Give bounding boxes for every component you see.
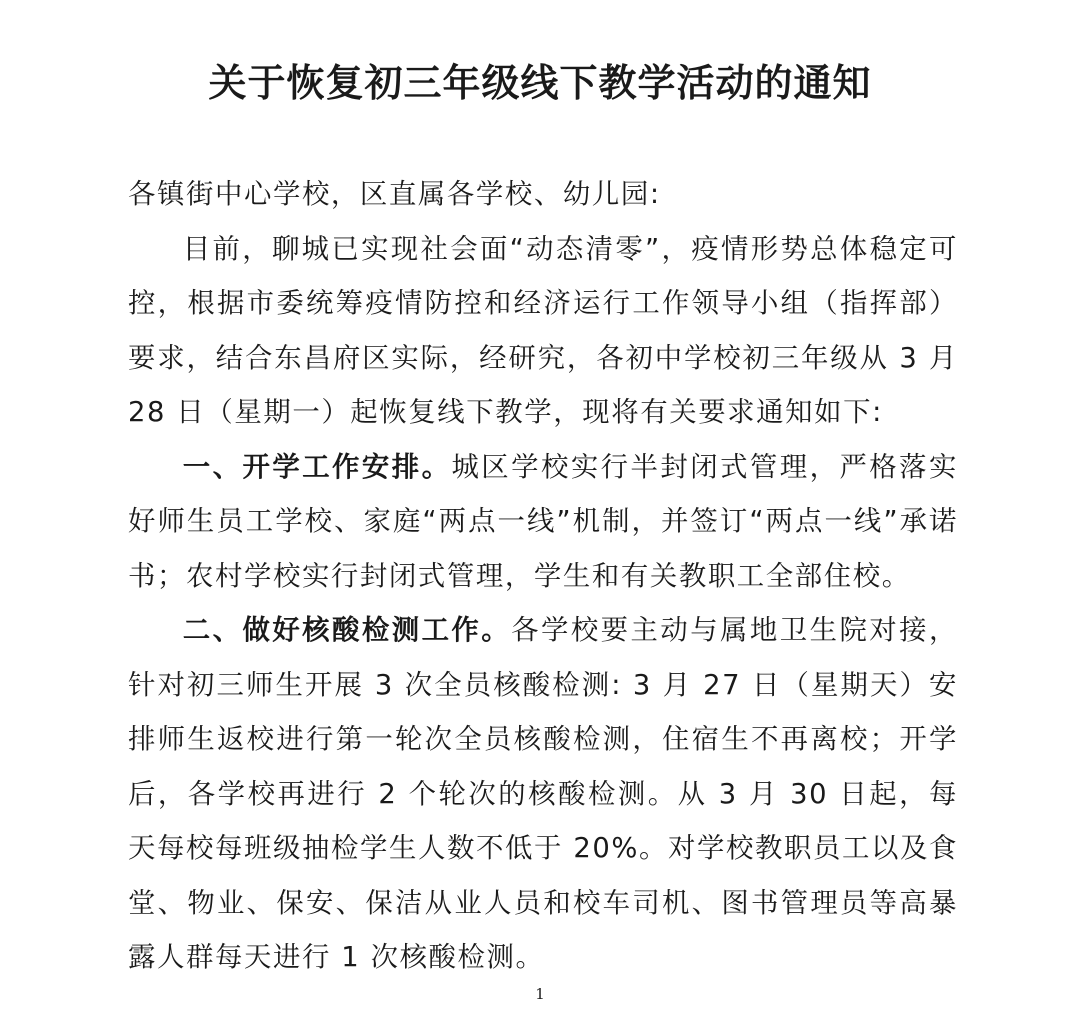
section-paragraph-1 bbox=[128, 441, 958, 605]
section-heading-2: 二、做好核酸检测工作。 bbox=[182, 615, 512, 646]
page-number: 1 bbox=[535, 985, 545, 1003]
document-title: 关于恢复初三年级线下教学活动的通知 bbox=[208, 60, 872, 105]
salutation: 各镇街中心学校，区直属各学校、幼儿园: bbox=[128, 179, 661, 210]
section-heading-1: 一、开学工作安排。 bbox=[182, 451, 452, 483]
section-text-1: 城区学校实行半封闭式管理，严格落实好师生员工学校、家庭“两点一线”机制，并签订“两点一线”承诺书；农村学校实行封闭式管理，学生和有关教职工全部住校。 bbox=[128, 451, 958, 592]
section-text-2: 各学校要主动与属地卫生院对接，针对初三师生开展 3 次全员核酸检测: 3 月 27 日（星期天）安排师生返校进行第一轮次全员核酸检测，住宿生不再离校；开学后，各学校再进行 2 个轮次的核酸检测。从 3 月 30 日起，每天每校每班级抽检学生人数不低于 20%。对学校教职员工以及食堂、物业、保安、保洁从业人员和校车司机、图书管理员等高暴露人群每天进行 1 次核酸检测。 bbox=[128, 615, 958, 973]
intro-paragraph: 目前，聊城已实现社会面“动态清零”，疫情形势总体稳定可控，根据市委统筹疫情防控和经济运行工作领导小组（指挥部）要求，结合东昌府区实际，经研究，各初中学校初三年级从 3 月 28 日（星期一）起恢复线下教学，现将有关要求通知如下: bbox=[128, 233, 958, 428]
section-paragraph-2 bbox=[128, 604, 958, 986]
document-body bbox=[128, 168, 958, 986]
